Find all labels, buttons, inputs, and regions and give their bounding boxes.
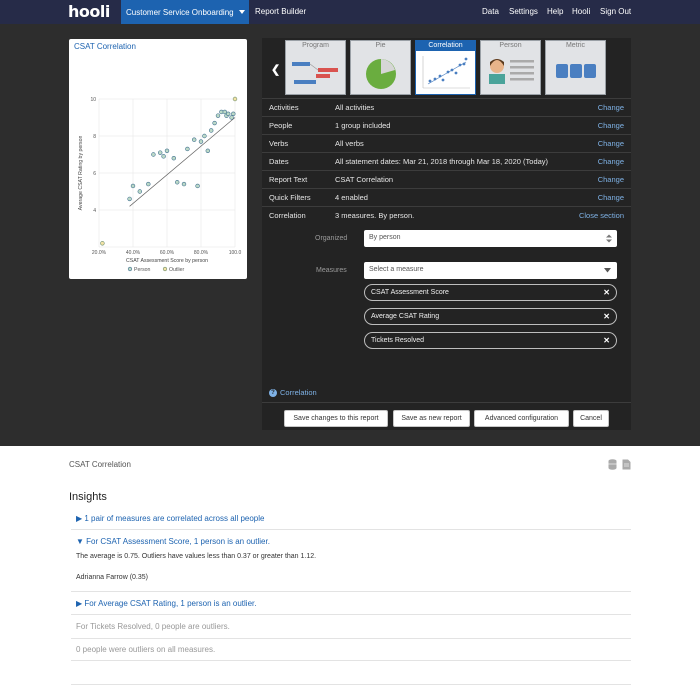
person-point [213,121,217,125]
y-tick-label: 10 [90,97,96,103]
remove-icon[interactable]: ✕ [603,336,610,345]
person-point [175,180,179,184]
type-tile-pie[interactable] [350,40,411,95]
metric-blocks-icon [550,54,603,92]
nav-link-sign-out[interactable]: Sign Out [600,7,632,16]
config-row-people [262,116,631,134]
question-icon: ? [269,389,277,397]
measure-chip [364,332,617,349]
config-row-key: People [269,121,293,130]
divider [71,591,631,592]
config-row-key: Quick Filters [269,193,311,202]
person-point [226,112,230,116]
project-selector[interactable] [121,0,249,24]
measure-chip [364,284,617,301]
insights-heading: Insights [69,491,107,503]
x-tick-label: 100.0 [228,250,242,256]
change-quick-filters-link[interactable]: Change [597,193,624,202]
close-section-link[interactable]: Close section [578,211,624,220]
measure-chip [364,308,617,325]
trend-line [130,118,235,207]
outlier-point [233,97,237,101]
person-point [158,151,162,155]
chart-preview-card [69,39,247,279]
nav-link-settings[interactable]: Settings [509,7,538,16]
remove-icon[interactable]: ✕ [603,312,610,321]
divider [71,638,631,639]
person-point [199,140,203,144]
gantt-chart-icon [290,54,343,92]
config-row-activities [262,98,631,116]
x-tick-label: 40.0% [125,250,141,256]
change-people-link[interactable]: Change [597,121,624,130]
divider [71,684,631,685]
insight-assessment-outlier-toggle[interactable]: ▼ For CSAT Assessment Score, 1 person is an outlier. [76,537,270,546]
type-tile-label: Program [302,42,329,49]
chevron-down-icon [235,10,249,14]
database-icon[interactable] [608,459,617,470]
legend-outlier-marker [163,267,167,271]
config-row-value: All activities [335,103,375,112]
x-tick-label: 80.0% [193,250,209,256]
person-point [172,156,176,160]
person-point [182,182,186,186]
insight-outlier-detail: The average is 0.75. Outliers have values less than 0.37 or greater than 1.12. [76,553,317,560]
type-tile-label: Person [499,42,522,49]
measure-chip-label: Average CSAT Rating [371,313,440,320]
config-row-value: All verbs [335,139,364,148]
project-selector-label: Customer Service Onboarding [126,7,234,17]
config-row-correlation [262,206,631,224]
report-title: CSAT Correlation [69,460,131,469]
save-as-new-button[interactable]: Save as new report [393,410,470,427]
y-tick-label: 4 [93,208,96,214]
measure-select[interactable] [364,262,617,279]
divider [71,614,631,615]
person-point [146,182,150,186]
person-point [209,129,213,133]
divider [71,529,631,530]
config-row-key: Correlation [269,211,306,220]
scatter-chart-icon [420,54,473,92]
measure-chip-label: CSAT Assessment Score [371,289,449,296]
config-row-value: 1 group included [335,121,391,130]
type-tile-metric[interactable] [545,40,606,95]
select-arrows-icon [606,234,612,243]
person-point [196,184,200,188]
y-tick-label: 8 [93,134,96,140]
person-point [192,138,196,142]
person-point [203,134,207,138]
type-tile-label: Correlation [416,41,475,51]
organized-label: Organized [315,235,348,242]
organized-select-value: By person [369,234,401,241]
person-point [138,190,142,194]
document-icon[interactable] [622,459,631,470]
legend-person-marker [128,267,132,271]
type-tile-label: Metric [565,42,586,49]
config-row-value: 3 measures. By person. [335,211,415,220]
config-actions [262,402,631,430]
insight-all-measures-outliers: 0 people were outliers on all measures. [76,645,216,654]
y-tick-label: 6 [93,171,96,177]
change-activities-link[interactable]: Change [597,103,624,112]
cancel-button[interactable]: Cancel [573,410,609,427]
nav-link-data[interactable]: Data [482,7,499,16]
change-dates-link[interactable]: Change [597,157,624,166]
config-row-report-text [262,170,631,188]
chevron-down-icon [604,268,611,273]
save-changes-button[interactable]: Save changes to this report [284,410,388,427]
report-builder-link[interactable]: Report Builder [255,7,307,16]
person-point [231,112,235,116]
nav-link-help[interactable]: Help [547,7,564,16]
type-tile-person[interactable] [480,40,541,95]
config-row-key: Activities [269,103,299,112]
report-type-strip [262,38,631,98]
measure-chip-label: Tickets Resolved [371,337,425,344]
config-row-quick-filters [262,188,631,206]
correlation-help-label: Correlation [280,388,317,397]
legend-outlier-label: Outlier [169,267,185,273]
outlier-point [101,241,105,245]
config-row-value: 4 enabled [335,193,368,202]
measures-label: Measures [316,267,347,274]
person-point [216,114,220,118]
pie-chart-icon [355,54,408,92]
advanced-configuration-button[interactable]: Advanced configuration [474,410,569,427]
person-point [162,154,166,158]
hooli-logo[interactable]: hooli [68,2,110,21]
insight-tickets-outliers: For Tickets Resolved, 0 people are outliers. [76,622,230,631]
type-tile-correlation[interactable] [415,40,476,95]
divider [71,660,631,661]
config-row-value: All statement dates: Mar 21, 2018 through Mar 18, 2020 (Today) [335,157,549,166]
person-point [165,149,169,153]
measure-select-placeholder: Select a measure [369,266,424,273]
chart-title: CSAT Correlation [74,42,136,51]
x-axis-label: CSAT Assessment Score by person [126,258,208,264]
person-point [206,149,210,153]
config-row-verbs [262,134,631,152]
organized-select[interactable] [364,230,617,247]
nav-link-hooli[interactable]: Hooli [572,7,591,16]
type-tile-program[interactable] [285,40,346,95]
correlation-help-link[interactable] [269,388,317,397]
type-tile-label: Pie [375,42,386,49]
change-report-text-link[interactable]: Change [597,175,624,184]
x-tick-label: 60.0% [159,250,175,256]
outlier-person: Adrianna Farrow (0.35) [76,574,148,581]
person-point [230,116,234,120]
config-row-key: Verbs [269,139,289,148]
person-point [128,197,132,201]
legend-person-label: Person [134,267,151,273]
correlation-scatter-plot [69,39,247,279]
person-point [152,153,156,157]
person-profile-icon [485,54,538,92]
y-axis-label: Average CSAT Rating by person [78,135,84,211]
remove-icon[interactable]: ✕ [603,288,610,297]
person-point [131,184,135,188]
config-row-key: Report Text [269,175,308,184]
change-verbs-link[interactable]: Change [597,139,624,148]
chevron-left-icon[interactable]: ❮ [271,64,281,76]
insight-correlated-toggle[interactable]: ▶ 1 pair of measures are correlated across all people [76,514,265,523]
person-point [186,147,190,151]
top-nav [0,0,700,24]
config-row-dates [262,152,631,170]
x-tick-label: 20.0% [91,250,107,256]
insight-rating-outlier-toggle[interactable]: ▶ For Average CSAT Rating, 1 person is an outlier. [76,599,257,608]
config-row-value: CSAT Correlation [335,175,394,184]
config-row-key: Dates [269,157,289,166]
